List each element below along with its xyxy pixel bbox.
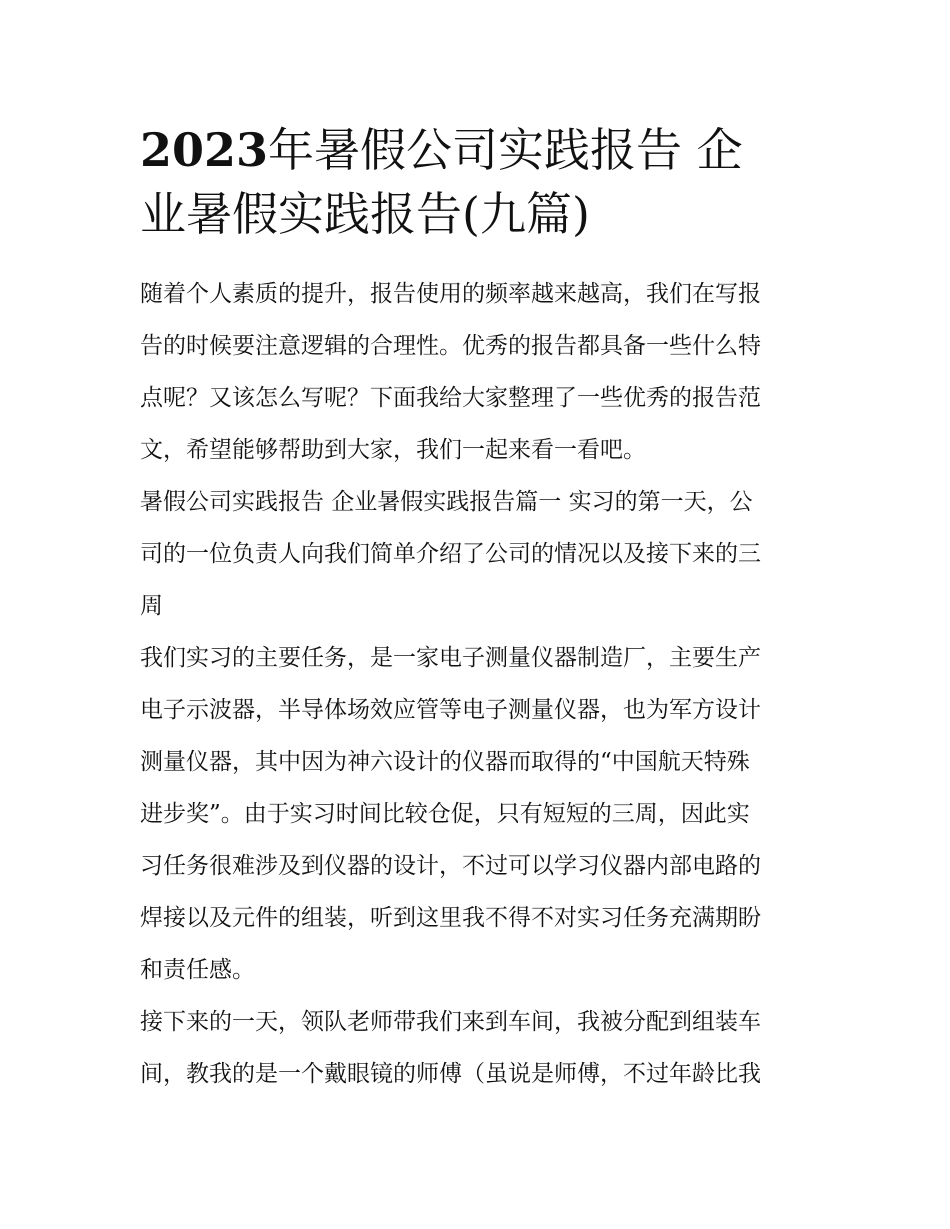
document-body bbox=[140, 268, 812, 1100]
title-year: 2023 bbox=[140, 123, 269, 177]
chapter-one-paragraph bbox=[140, 476, 812, 632]
title-text: 年暑假公司实践报告 企 bbox=[268, 123, 743, 177]
text-line: 电子示波器，半导体场效应管等电子测量仪器，也为军方设计 bbox=[140, 697, 761, 723]
text-line: 测量仪器，其中因为神六设计的仪器而取得的“中国航天特殊 bbox=[140, 749, 750, 775]
title-text: 业暑假实践报告(九篇) bbox=[140, 187, 590, 241]
text-line: 我们实习的主要任务，是一家电子测量仪器制造厂，主要生产 bbox=[140, 645, 761, 671]
workshop-paragraph bbox=[140, 996, 812, 1100]
text-line: 焊接以及元件的组装，听到这里我不得不对实习任务充满期盼 bbox=[140, 905, 761, 931]
text-line: 告的时候要注意逻辑的合理性。优秀的报告都具备一些什么特 bbox=[140, 333, 761, 359]
text-line: 周 bbox=[140, 593, 163, 619]
intro-paragraph bbox=[140, 268, 812, 476]
task-paragraph bbox=[140, 632, 812, 996]
text-line: 暑假公司实践报告 企业暑假实践报告篇一 实习的第一天，公 bbox=[140, 489, 753, 515]
text-line: 进步奖”。由于实习时间比较仓促，只有短短的三周，因此实 bbox=[140, 801, 750, 827]
text-line: 随着个人素质的提升，报告使用的频率越来越高，我们在写报 bbox=[140, 281, 761, 307]
title-line bbox=[140, 182, 812, 246]
text-line: 文，希望能够帮助到大家，我们一起来看一看吧。 bbox=[140, 437, 646, 463]
text-line: 接下来的一天，领队老师带我们来到车间，我被分配到组装车 bbox=[140, 1009, 761, 1035]
document-title bbox=[140, 118, 812, 246]
text-line: 和责任感。 bbox=[140, 957, 255, 983]
text-line: 司的一位负责人向我们简单介绍了公司的情况以及接下来的三 bbox=[140, 541, 761, 567]
text-line: 习任务很难涉及到仪器的设计，不过可以学习仪器内部电路的 bbox=[140, 853, 761, 879]
document-page bbox=[140, 118, 812, 1100]
title-line bbox=[140, 118, 812, 182]
text-line: 间，教我的是一个戴眼镜的师傅（虽说是师傅，不过年龄比我 bbox=[140, 1061, 761, 1087]
text-line: 点呢？又该怎么写呢？下面我给大家整理了一些优秀的报告范 bbox=[140, 385, 761, 411]
